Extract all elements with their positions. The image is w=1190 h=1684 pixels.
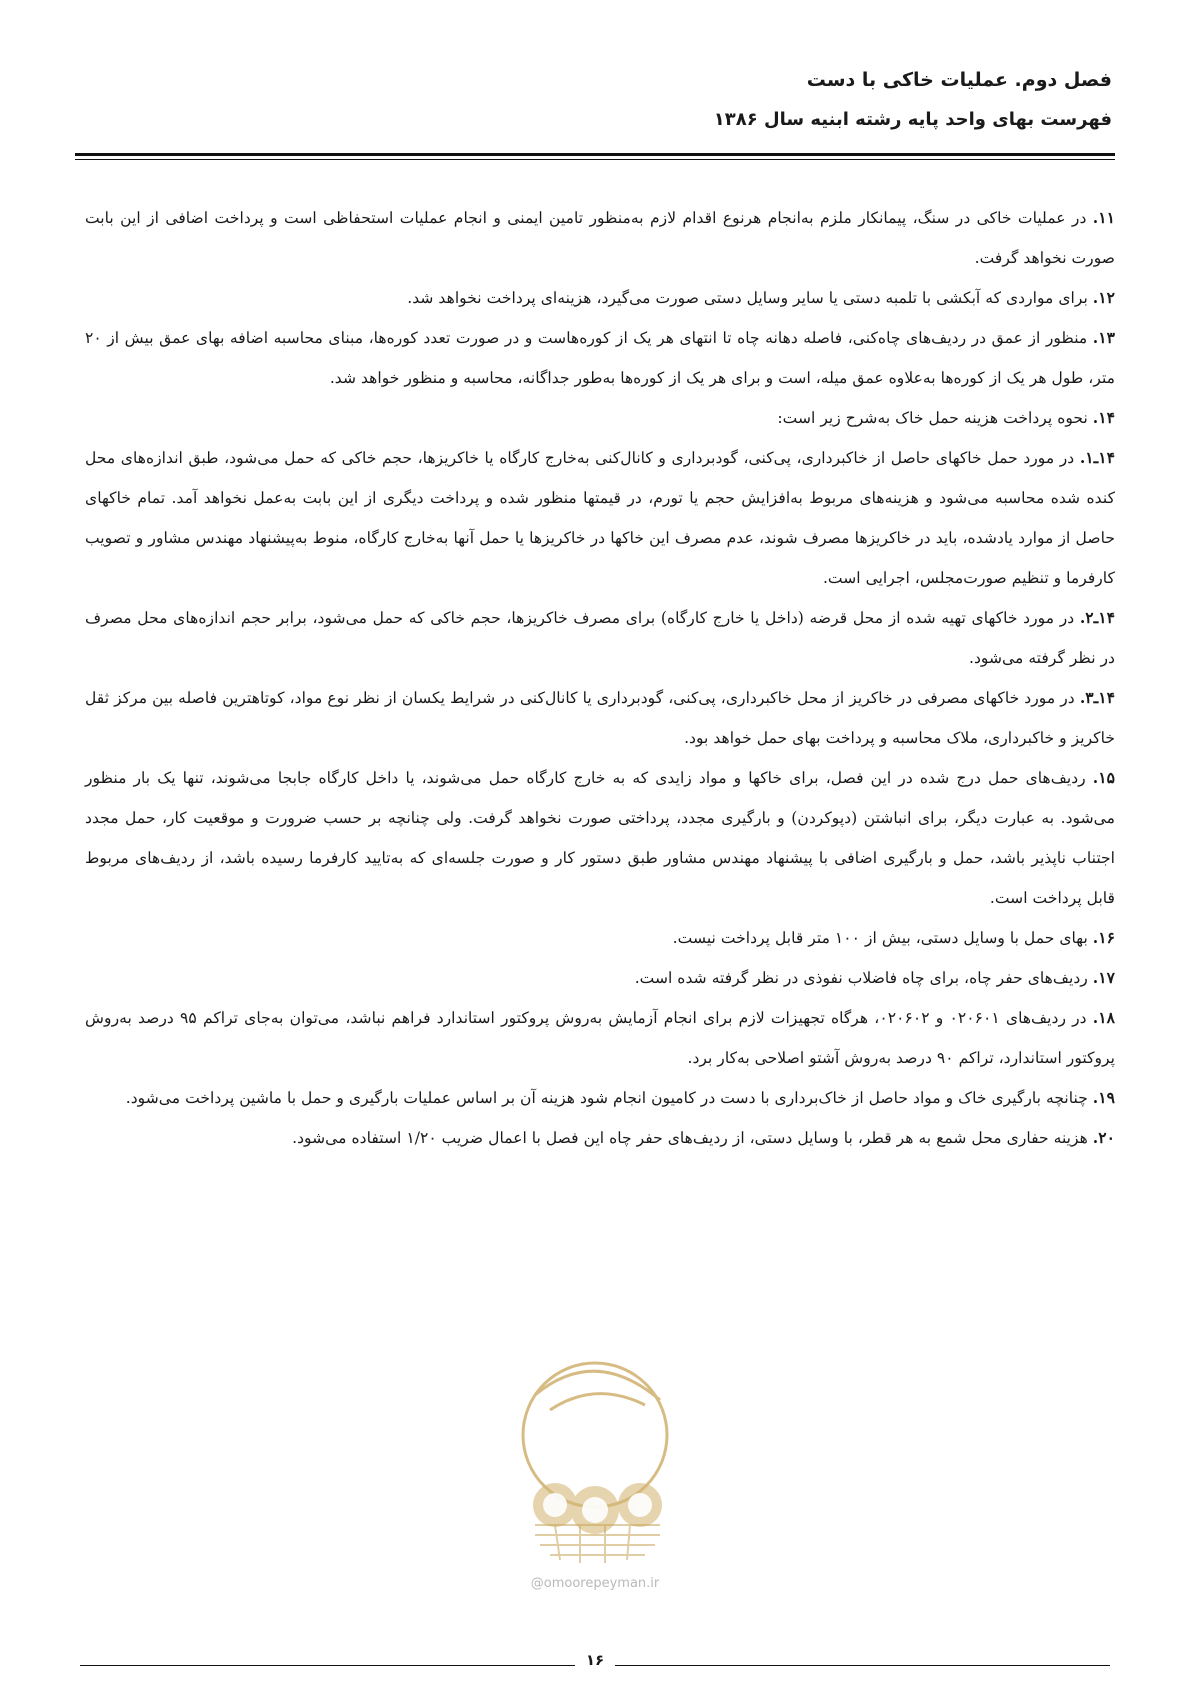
paragraph-13 (85, 318, 1115, 398)
paragraph-text: برای مواردی که آبکشی با تلمبه دستی یا سایر وسایل دستی صورت می‌گیرد، هزینه‌ای پرداخت نخواهد شد. (407, 289, 1093, 307)
paragraph-number: ۱۴ـ۳. (1079, 688, 1115, 707)
paragraph-19 (85, 1078, 1115, 1118)
watermark-site: @omoorepeyman.ir (530, 1576, 660, 1591)
paragraph-17 (85, 958, 1115, 998)
paragraph-number: ۱۵. (1092, 768, 1115, 787)
paragraph-text: در مورد خاکهای تهیه شده از محل قرضه (داخل یا خارج کارگاه) برای مصرف خاکریزها، حجم خاکی که حمل می‌شود، برابر حجم اندازه‌های محل مصرف در نظر گرفته می‌شود. (85, 609, 1115, 667)
paragraph-text: منظور از عمق در ردیف‌های چاه‌کنی، فاصله دهانه چاه تا انتهای هر یک از کوره‌هاست و در صورت تعدد کوره‌ها، مبنای محاسبه اضافه بهای عمق بیش از ۲۰ متر، طول هر یک از کوره‌ها به‌علاوه عمق میله، است و برای هر یک از کوره‌ها به‌طور جداگانه، محاسبه و منظور خواهد شد. (85, 329, 1115, 387)
paragraph-text: در مورد خاکهای مصرفی در خاکریز از محل خاکبرداری، پی‌کنی، گودبرداری یا کانال‌کنی در شرایط یکسان از نظر نوع مواد، کوتاهترین فاصله بین مرکز ثقل خاکریز و خاکبرداری، ملاک محاسبه و پرداخت بهای حمل خواهد بود. (85, 689, 1115, 747)
paragraph-14-1 (85, 438, 1115, 598)
paragraph-number: ۱۱. (1092, 208, 1115, 227)
paragraph-text: نحوه پرداخت هزینه حمل خاک به‌شرح زیر است: (777, 409, 1093, 427)
paragraph-number: ۲۰. (1092, 1128, 1115, 1147)
gear-logo-icon (495, 1355, 695, 1595)
paragraph-text: در مورد حمل خاکهای حاصل از خاکبرداری، پی‌کنی، گودبرداری و کانال‌کنی به‌خارج کارگاه یا خاکریزها، حجم خاکی که حمل می‌شود، طبق اندازه‌های محل کنده شده محاسبه می‌شود و هزینه‌های مربوط به‌افزایش حجم یا تورم، در قیمتها منظور شده و پرداخت دیگری از این بابت به‌عمل نخواهد آمد. تمام خاکهای حاصل از موارد یادشده، باید در خاکریزها مصرف شوند، عدم مصرف این خاکها در خاکریزها یا حمل آنها به‌خارج کارگاه، منوط به‌پیشنهاد مهندس مشاور و تصویب کارفرما و تنظیم صورت‌مجلس، اجرایی است. (85, 449, 1115, 587)
paragraph-text: بهای حمل با وسایل دستی، بیش از ۱۰۰ متر قابل پرداخت نیست. (672, 929, 1093, 947)
paragraph-number: ۱۲. (1092, 288, 1115, 307)
paragraph-15 (85, 758, 1115, 918)
body-text (85, 198, 1115, 1158)
paragraph-text: در عملیات خاکی در سنگ، پیمانکار ملزم به‌انجام هرنوع اقدام لازم به‌منظور تامین ایمنی و انجام عملیات استحفاظی است و پرداخت اضافی از این بابت صورت نخواهد گرفت. (85, 209, 1115, 267)
paragraph-text: در ردیف‌های ۰۲۰۶۰۱ و ۰۲۰۶۰۲، هرگاه تجهیزات لازم برای انجام آزمایش به‌روش پروکتور استاندارد فراهم نباشد، می‌توان به‌جای تراکم ۹۵ درصد به‌روش پروکتور استاندارد، تراکم ۹۰ درصد به‌روش آشتو اصلاحی به‌کار برد. (85, 1009, 1115, 1067)
paragraph-number: ۱۸. (1092, 1008, 1115, 1027)
paragraph-number: ۱۴. (1092, 408, 1115, 427)
paragraph-14-3 (85, 678, 1115, 758)
paragraph-text: چنانچه بارگیری خاک و مواد حاصل از خاک‌برداری با دست در کامیون انجام شود هزینه آن بر اساس عملیات بارگیری و حمل با ماشین پرداخت می‌شود. (125, 1089, 1093, 1107)
paragraph-text: ردیف‌های حفر چاه، برای چاه فاضلاب نفوذی در نظر گرفته شده است. (634, 969, 1093, 987)
page-number: ۱۶ (585, 1651, 605, 1669)
header-rule-thick (75, 153, 1115, 156)
paragraph-number: ۱۳. (1092, 328, 1115, 347)
paragraph-14-2 (85, 598, 1115, 678)
paragraph-number: ۱۴ـ۱. (1079, 448, 1115, 467)
paragraph-number: ۱۴ـ۲. (1079, 608, 1115, 627)
watermark-logo (495, 1355, 695, 1595)
paragraph-number: ۱۹. (1092, 1088, 1115, 1107)
paragraph-number: ۱۷. (1092, 968, 1115, 987)
paragraph-12 (85, 278, 1115, 318)
paragraph-18 (85, 998, 1115, 1078)
page-footer (80, 1651, 1110, 1675)
chapter-title: فصل دوم. عملیات خاکی با دست (806, 69, 1112, 91)
page-header (82, 60, 1112, 140)
paragraph-number: ۱۶. (1092, 928, 1115, 947)
paragraph-20 (85, 1118, 1115, 1158)
paragraph-16 (85, 918, 1115, 958)
paragraph-14 (85, 398, 1115, 438)
header-rule-thin (75, 159, 1115, 160)
paragraph-11 (85, 198, 1115, 278)
book-title: فهرست بهای واحد پایه رشته ابنیه سال ۱۳۸۶ (713, 109, 1112, 130)
paragraph-text: ردیف‌های حمل درج شده در این فصل، برای خاکها و مواد زایدی که به خارج کارگاه حمل می‌شوند، یا داخل کارگاه جابجا می‌شوند، تنها یک بار منظور می‌شود. به عبارت دیگر، برای انباشتن (دپوکردن) و بارگیری مجدد، پرداختی صورت نخواهد گرفت. ولی چنانچه بر حسب ضرورت و موقعیت کار، حمل مجدد اجتناب ناپذیر باشد، حمل و بارگیری اضافی با پیشنهاد مهندس مشاور طبق دستور کار و صورت جلسه‌ای که به‌تایید کارفرما رسیده باشد، از ردیف‌های مربوط قابل پرداخت است. (85, 769, 1115, 907)
paragraph-text: هزینه حفاری محل شمع به هر قطر، با وسایل دستی، از ردیف‌های حفر چاه این فصل با اعمال ضریب ۱/۲۰ استفاده می‌شود. (292, 1129, 1093, 1147)
